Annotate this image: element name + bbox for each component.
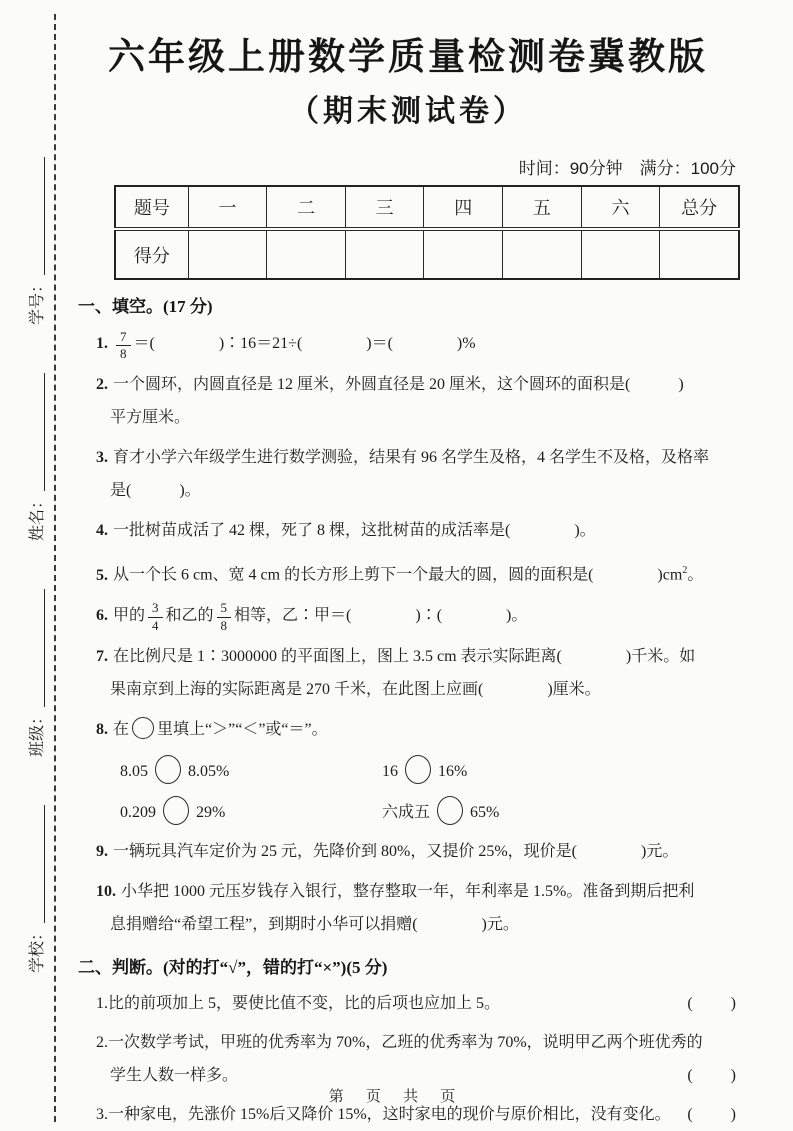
page-footer: 第 页 共 页 bbox=[328, 1088, 465, 1105]
superscript: 2 bbox=[682, 565, 688, 577]
fraction-denominator: 4 bbox=[148, 617, 163, 633]
answer-parentheses: ( ) bbox=[687, 994, 738, 1012]
page-subtitle: （期末测试卷） bbox=[289, 95, 527, 128]
section-fill-heading: 一、填空。(17 分) bbox=[78, 297, 213, 316]
comparison-item bbox=[382, 796, 499, 828]
score-cell bbox=[581, 229, 660, 279]
fill-question-4 bbox=[96, 514, 740, 547]
fill-question-8 bbox=[96, 713, 740, 746]
judge-question-1 bbox=[96, 987, 740, 1020]
question-text: 里填上“＞”“＜”或“＝”。 bbox=[157, 720, 328, 738]
name-blank-line bbox=[41, 373, 45, 491]
fraction-numerator: 5 bbox=[220, 600, 228, 616]
question-text: 一辆玩具汽车定价为 25 元，先降价到 80%，又提价 25%，现价是( )元。 bbox=[113, 842, 679, 860]
question-text: 育才小学六年级学生进行数学测验，结果有 96 名学生及格，4 名学生不及格，及格率 bbox=[113, 449, 710, 467]
name-field bbox=[28, 373, 48, 541]
score-cell bbox=[267, 229, 346, 279]
question-number: 1. bbox=[96, 335, 108, 352]
question-text: 平方厘米。 bbox=[110, 409, 191, 427]
fraction bbox=[217, 601, 232, 633]
comparison-circle bbox=[155, 755, 181, 784]
fraction-numerator: 7 bbox=[120, 328, 127, 344]
question-number: 6. bbox=[96, 606, 108, 624]
question-number: 5. bbox=[96, 566, 108, 584]
question-number: 10. bbox=[96, 882, 116, 900]
question-number: 4. bbox=[96, 522, 108, 540]
name-label: 姓名： bbox=[29, 492, 46, 541]
comparison-circle bbox=[163, 796, 189, 825]
fill-question-1 bbox=[96, 327, 740, 361]
seal-dashed-line bbox=[54, 14, 56, 1122]
fill-question-5 bbox=[96, 554, 740, 591]
answer-parentheses: ( ) bbox=[687, 1066, 738, 1084]
question-text: 相等，乙∶甲＝( )∶( )。 bbox=[234, 606, 528, 624]
score-cell bbox=[188, 229, 267, 279]
question-text: 一次数学考试，甲班的优秀率为 70%，乙班的优秀率为 70%，说明甲乙两个班优秀的 bbox=[108, 1033, 703, 1051]
question-text: 和乙的 bbox=[165, 606, 214, 624]
score-header-cell: 四 bbox=[424, 186, 503, 229]
question-text: 小华把 1000 元压岁钱存入银行，整存整取一年，年利率是 1.5%。准备到期后把利 bbox=[121, 882, 695, 900]
question-text: 一批树苗成活了 42 棵，死了 8 棵，这批树苗的成活率是( )。 bbox=[113, 522, 596, 540]
fill-question-2 bbox=[96, 368, 740, 434]
class-field bbox=[28, 589, 48, 757]
question-number: 2. bbox=[96, 1033, 108, 1051]
comparison-right: 65% bbox=[470, 803, 500, 821]
page-title: 六年级上册数学质量检测卷冀教版 bbox=[108, 36, 708, 77]
fraction-denominator: 8 bbox=[116, 345, 131, 361]
question-number: 3. bbox=[96, 449, 108, 467]
question-text: 甲的 bbox=[113, 606, 146, 624]
comparison-item bbox=[120, 796, 382, 828]
question-text: 在比例尺是 1∶3000000 的平面图上，图上 3.5 cm 表示实际距离( )千米。如 bbox=[113, 647, 696, 665]
question-text: 息捐赠给“希望工程”，到期时小华可以捐赠( )元。 bbox=[110, 915, 519, 933]
question-number: 2. bbox=[96, 376, 108, 394]
score-cell bbox=[424, 229, 503, 279]
score-header-cell: 二 bbox=[267, 186, 346, 229]
score-table bbox=[114, 185, 740, 280]
exam-content bbox=[76, 0, 740, 1131]
student-number-label: 学号： bbox=[29, 276, 46, 325]
fraction bbox=[116, 330, 131, 362]
student-number-field bbox=[28, 157, 48, 325]
class-blank-line bbox=[41, 589, 45, 707]
score-cell bbox=[660, 229, 739, 279]
comparison-left: 8.05 bbox=[120, 762, 148, 780]
school-blank-line bbox=[41, 805, 45, 923]
question-text: 是( )。 bbox=[110, 482, 201, 500]
fill-question-3 bbox=[96, 441, 740, 507]
question-text: 一种家电，先涨价 15%后又降价 15%，这时家电的现价与原价相比，没有变化。 bbox=[108, 1105, 671, 1123]
question-text: 比的前项加上 5，要使比值不变，比的后项也应加上 5。 bbox=[108, 994, 501, 1012]
answer-parentheses: ( ) bbox=[687, 1105, 738, 1123]
fill-question-9 bbox=[96, 835, 740, 868]
question-text: 一个圆环，内圆直径是 12 厘米，外圆直径是 20 厘米，这个圆环的面积是( ) bbox=[113, 376, 684, 394]
comparison-circle bbox=[405, 755, 431, 784]
fraction-numerator: 3 bbox=[152, 600, 159, 616]
school-field bbox=[28, 805, 48, 973]
score-header-cell: 题号 bbox=[115, 186, 188, 229]
score-header-cell: 六 bbox=[581, 186, 660, 229]
score-table-header-row bbox=[115, 186, 739, 229]
question-number: 9. bbox=[96, 842, 108, 860]
comparison-item bbox=[382, 755, 467, 787]
fill-question-7 bbox=[96, 640, 740, 706]
fill-question-10 bbox=[96, 875, 740, 941]
question-number: 1. bbox=[96, 994, 108, 1012]
student-number-blank-line bbox=[41, 157, 45, 275]
judge-question-2 bbox=[96, 1026, 740, 1092]
question-text: 从一个长 6 cm、宽 4 cm 的长方形上剪下一个最大的圆，圆的面积是( )cm bbox=[113, 566, 683, 584]
fraction bbox=[148, 601, 163, 633]
comparison-left: 16 bbox=[382, 762, 398, 780]
comparison-row-1 bbox=[120, 755, 740, 787]
answer-circle bbox=[132, 717, 154, 739]
question-text: ＝( )∶16＝21÷( )＝( )% bbox=[133, 335, 476, 352]
question-number: 3. bbox=[96, 1105, 108, 1123]
question-text: 在 bbox=[113, 720, 130, 738]
score-header-cell: 三 bbox=[345, 186, 424, 229]
comparison-left: 0.209 bbox=[120, 803, 156, 821]
question-number: 8. bbox=[96, 720, 108, 738]
score-header-cell: 五 bbox=[503, 186, 582, 229]
question-body bbox=[96, 1026, 740, 1092]
question-text: 。 bbox=[687, 566, 704, 584]
comparison-right: 8.05% bbox=[188, 762, 230, 780]
comparison-item bbox=[120, 755, 382, 787]
score-header-cell: 总分 bbox=[660, 186, 739, 229]
score-header-cell: 一 bbox=[188, 186, 267, 229]
question-body bbox=[96, 987, 687, 1020]
question-text: 果南京到上海的实际距离是 270 千米，在此图上应画( )厘米。 bbox=[110, 680, 601, 698]
student-info-sidebar bbox=[8, 145, 48, 985]
comparison-circle bbox=[437, 796, 463, 825]
fraction-denominator: 8 bbox=[217, 617, 232, 633]
fill-question-6 bbox=[96, 599, 740, 633]
score-cell bbox=[503, 229, 582, 279]
section-judge-heading: 二、判断。(对的打“√”，错的打“×”)(5 分) bbox=[78, 957, 388, 977]
score-cell bbox=[345, 229, 424, 279]
comparison-row-2 bbox=[120, 796, 740, 828]
comparison-right: 29% bbox=[196, 803, 226, 821]
comparison-right: 16% bbox=[438, 762, 468, 780]
class-label: 班级： bbox=[29, 709, 46, 758]
score-table-score-row bbox=[115, 229, 739, 279]
school-label: 学校： bbox=[29, 925, 46, 974]
question-text: 学生人数一样多。 bbox=[110, 1066, 239, 1084]
score-row-label: 得分 bbox=[115, 229, 188, 279]
comparison-left: 六成五 bbox=[382, 803, 431, 821]
exam-meta: 时间：90分钟 满分：100分 bbox=[518, 159, 736, 178]
question-number: 7. bbox=[96, 647, 108, 665]
